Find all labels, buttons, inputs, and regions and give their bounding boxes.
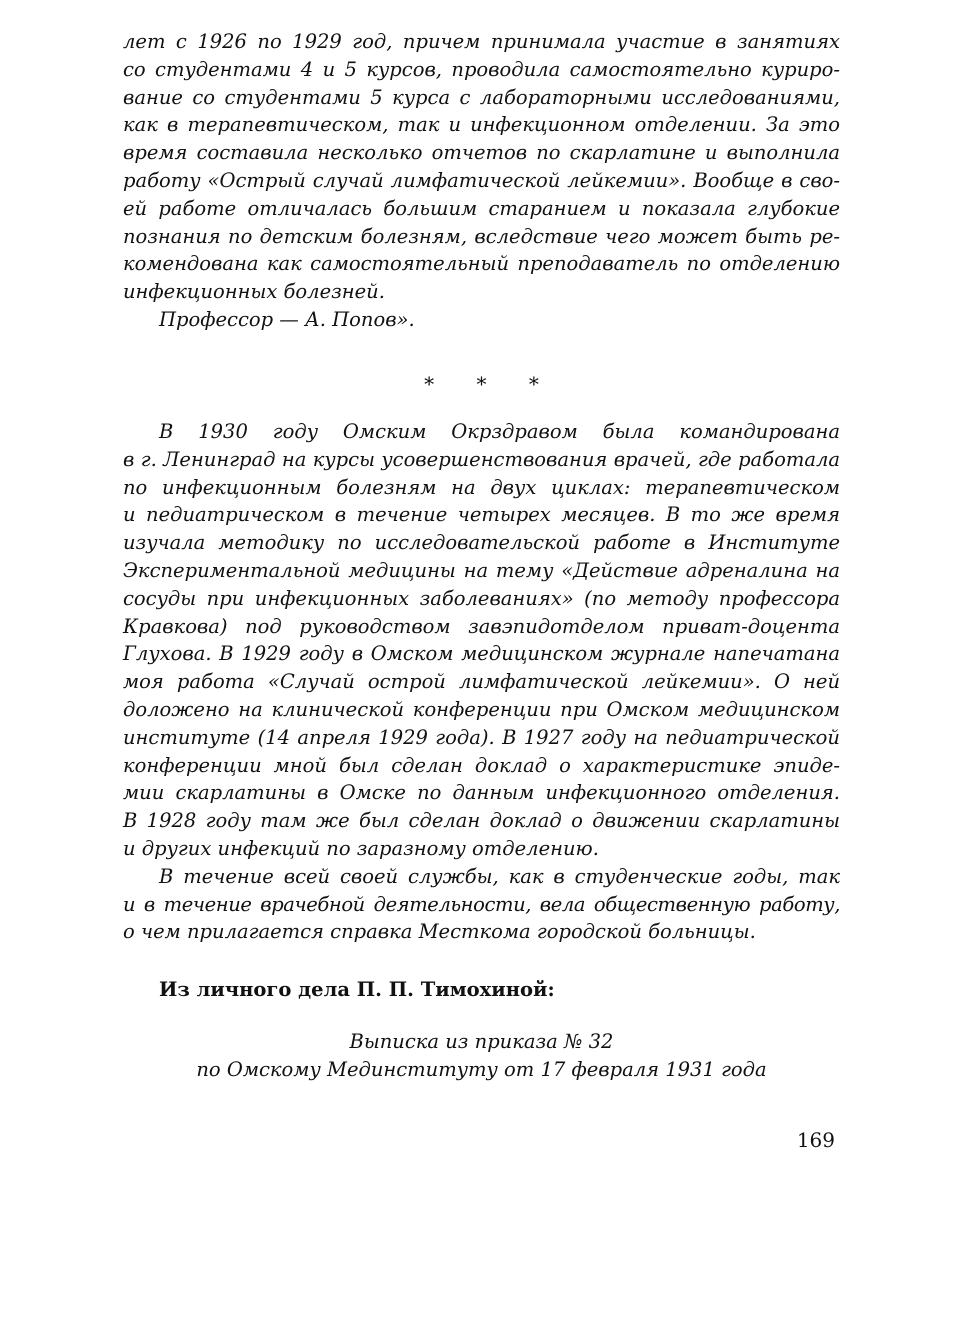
text-line: институте (14 апреля 1929 года). В 1927 году на педиатрической xyxy=(123,725,840,749)
section-heading: Из личного дела П. П. Тимохиной: xyxy=(159,978,555,1002)
text-line: конференции мной был сделан доклад о характеристике эпиде- xyxy=(123,753,840,777)
text-line: мии скарлатины в Омске по данным инфекционного отделения. xyxy=(123,781,840,805)
text-line: В 1928 году там же был сделан доклад о движении скарлатины xyxy=(123,809,840,833)
page-body xyxy=(123,28,840,1084)
text-line: со студентами 4 и 5 курсов, проводила самостоятельно куриро- xyxy=(123,57,840,81)
text-line: и в течение врачебной деятельности, вела общественную работу, xyxy=(123,892,840,916)
text-line: время составила несколько отчетов по скарлатине и выполнила xyxy=(123,141,840,165)
text-line: сосуды при инфекционных заболеваниях» (по методу профессора xyxy=(123,586,840,610)
text-line: комендована как самостоятельный преподаватель по отделению xyxy=(123,252,840,276)
paragraph-reference-letter xyxy=(123,28,840,306)
section-separator: * * * xyxy=(424,371,557,396)
text-line: по инфекционным болезням на двух циклах: терапевтическом xyxy=(123,475,840,499)
text-line: как в терапевтическом, так и инфекционном отделении. За это xyxy=(123,113,840,137)
extract-line: Выписка из приказа № 32 xyxy=(349,1030,614,1054)
text-line: инфекционных болезней. xyxy=(123,280,385,304)
text-line: моя работа «Случай острой лимфатической лейкемии». О ней xyxy=(123,670,840,694)
text-line: в г. Ленинград на курсы усовершенствования врачей, где работала xyxy=(123,447,840,471)
text-line: и педиатрическом в течение четырех месяцев. В то же время xyxy=(123,503,840,527)
order-extract-caption xyxy=(123,1028,840,1084)
text-line: познания по детским болезням, вследствие чего может быть ре- xyxy=(123,224,840,248)
text-line: В 1930 году Омским Окрздравом была командирована xyxy=(159,419,840,443)
text-line: ей работе отличалась большим старанием и показала глубокие xyxy=(123,196,840,220)
text-line: лет с 1926 по 1929 год, причем принимала участие в занятиях xyxy=(123,30,840,53)
text-line: В течение всей своей службы, как в студенческие годы, так xyxy=(159,864,840,888)
text-line: Глухова. В 1929 году в Омском медицинском журнале напечатана xyxy=(123,642,840,666)
page-number: 169 xyxy=(796,1128,835,1152)
professor-signature: Профессор — А. Попов». xyxy=(159,307,415,331)
paragraph-career xyxy=(123,418,840,863)
text-line: изучала методику по исследовательской работе в Институте xyxy=(123,531,840,555)
text-line: о чем прилагается справка Месткома городской больницы. xyxy=(123,920,756,944)
text-line: и других инфекций по заразному отделению. xyxy=(123,836,599,860)
extract-line: по Омскому Мединституту от 17 февраля 1931 года xyxy=(196,1058,767,1082)
text-line: вание со студентами 5 курса с лабораторными исследованиями, xyxy=(123,85,840,109)
text-line: Экспериментальной медицины на тему «Действие адреналина на xyxy=(123,558,840,582)
text-line: работу «Острый случай лимфатической лейкемии». Вообще в сво- xyxy=(123,168,840,192)
paragraph-public-work xyxy=(123,863,840,946)
text-line: Кравкова) под руководством завэпидотделом приват-доцента xyxy=(123,614,840,638)
text-line: доложено на клинической конференции при Омском медицинском xyxy=(123,697,840,721)
